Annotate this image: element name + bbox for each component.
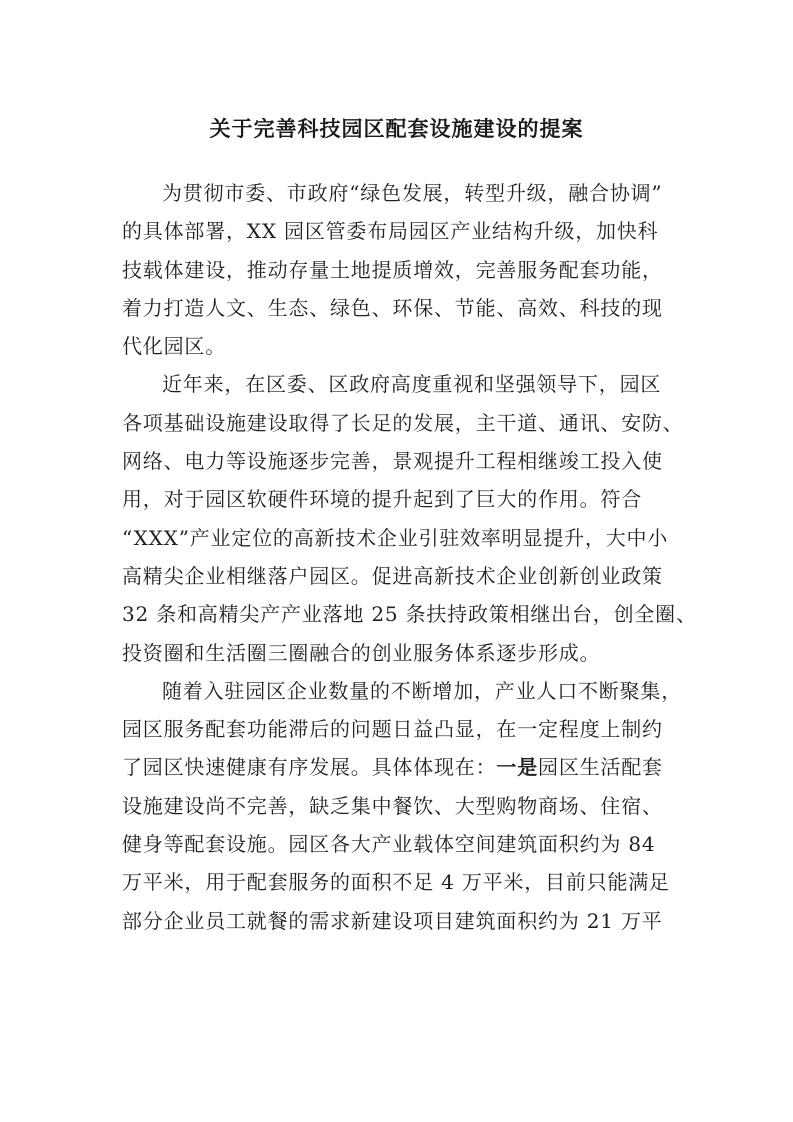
paragraph-2-line: 各项基础设施建设取得了长足的发展，主干道、通讯、安防、 [122, 410, 684, 435]
paragraph-2-line: 高精尖企业相继落户园区。促进高新技术企业创新创业政策 [122, 563, 663, 588]
paragraph-3-line: 园区服务配套功能滞后的问题日益凸显，在一定程度上制约 [122, 717, 663, 742]
paragraph-3-text: 园区生活配套 [538, 755, 663, 780]
paragraph-3-line [122, 748, 692, 786]
paragraph-1-line: 代化园区。 [122, 334, 226, 359]
paragraph-3-line: 设施建设尚不完善，缺乏集中餐饮、大型购物商场、住宿、 [122, 793, 663, 818]
paragraph-1-line: 着力打造人文、生态、绿色、环保、节能、高效、科技的现 [122, 295, 663, 320]
emphasis-first-point: 一是 [496, 755, 539, 780]
paragraph-1-line: 为贯彻市委、市政府“绿色发展，转型升级，融合协调” [162, 181, 663, 205]
paragraph-3-text: 了园区快速健康有序发展。具体体现在： [122, 755, 497, 780]
paragraph-3-line: 健身等配套设施。园区各大产业载体空间建筑面积约为 84 [122, 832, 656, 857]
paragraph-3-line: 随着入驻园区企业数量的不断增加，产业人口不断聚集， [162, 678, 682, 703]
paragraph-3-line: 部分企业员工就餐的需求新建设项目建筑面积约为 21 万平 [122, 908, 663, 933]
paragraph-1-line: 技载体建设，推动存量土地提质增效，完善服务配套功能， [122, 257, 663, 282]
paragraph-2-line: 32 条和高精尖产产业落地 25 条扶持政策相继出台，创全圈、 [122, 602, 697, 627]
paragraph-1-line: 的具体部署，XX 园区管委布局园区产业结构升级，加快科 [122, 219, 659, 244]
paragraph-2-line: 投资圈和生活圈三圈融合的创业服务体系逐步形成。 [122, 640, 601, 665]
paragraph-2-line: 用，对于园区软硬件环境的提升起到了巨大的作用。符合 [122, 487, 642, 512]
document-title: 关于完善科技园区配套设施建设的提案 [209, 116, 584, 141]
paragraph-2-line: 近年来，在区委、区政府高度重视和坚强领导下，园区 [162, 372, 662, 397]
paragraph-2-line: 网络、电力等设施逐步完善，景观提升工程相继竣工投入使 [122, 449, 663, 474]
paragraph-3-line: 万平米，用于配套服务的面积不足 4 万平米，目前只能满足 [122, 870, 670, 895]
document-body [122, 174, 697, 940]
paragraph-2-line: “XXX”产业定位的高新技术企业引驻效率明显提升，大中小 [122, 525, 669, 550]
